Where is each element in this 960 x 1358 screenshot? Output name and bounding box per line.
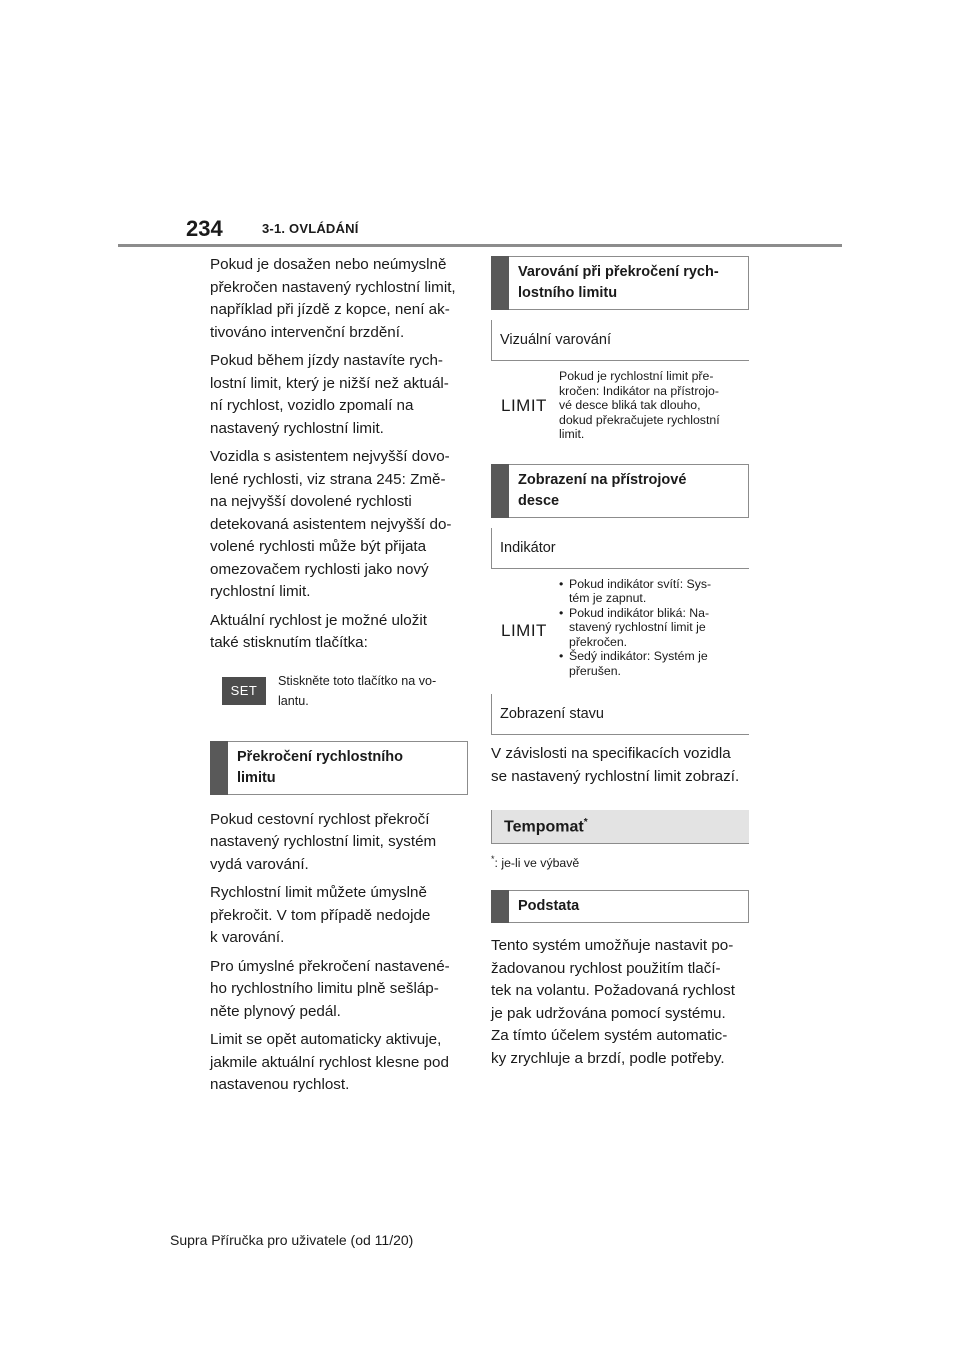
subheading-indicator: Indikátor (491, 528, 749, 569)
list-item: • Šedý indikátor: Systém je přerušen. (559, 649, 749, 678)
heading-cruise-control: Tempomat* (491, 810, 749, 844)
heading-text: Varování při překročení rych- lostního limitu (518, 264, 719, 301)
heading-bar (491, 464, 509, 518)
page-number: 234 (186, 216, 223, 241)
paragraph: Pro úmyslné překročení nastavené- ho rychlostního limitu plně sešláp- něte plynový pedál. (210, 957, 450, 1020)
indicator-states-row (491, 577, 749, 679)
subheading-status-display: Zobrazení stavu (491, 694, 749, 735)
paragraph: V závislosti na specifikacích vozidla se nastavený rychlostní limit zobrazí. (491, 745, 740, 785)
limit-indicator-icon: LIMIT (501, 620, 547, 640)
heading-text: Zobrazení na přístrojové desce (518, 471, 687, 509)
limit-warning-row (491, 369, 749, 442)
heading-bar (491, 256, 509, 310)
paragraph: Limit se opět automaticky aktivuje, jakmile aktuální rychlost klesne pod nastavenou rychlost. (210, 1031, 449, 1093)
indicator-states-list (559, 577, 749, 679)
limit-warning-text: Pokud je rychlostní limit pře- kročen: Indikátor na přístrojo- vé desce bliká tak dlouho, dokud překračujete rychlostní limit. (559, 369, 720, 441)
left-column (210, 254, 468, 1103)
subheading-visual-warning: Vizuální varování (491, 320, 749, 361)
header-rule (118, 244, 842, 247)
heading-box-principle (491, 890, 749, 923)
footnote-marker: * (583, 817, 588, 828)
right-column (491, 256, 749, 1076)
heading-box-instrument-display (491, 464, 749, 518)
heading-box-speed-warning (491, 256, 749, 310)
footnote: *: je-li ve výbavě (491, 854, 580, 871)
set-button-icon: SET (222, 677, 266, 705)
paragraph: Aktuální rychlost je možné uložit také stisknutím tlačítka: (210, 611, 427, 651)
paragraph: Rychlostní limit můžete úmyslně překročit. V tom případě nedojde k varování. (210, 884, 431, 946)
heading-bar (210, 741, 228, 795)
paragraph: Pokud je dosažen nebo neúmyslně překročen nastavený rychlostní limit, například při jízdě z kopce, není ak- tivováno intervenční brzdění. (210, 256, 456, 341)
paragraph: Pokud během jízdy nastavíte rych- lostní limit, který je nižší než aktuál- ní rychlost, vozidlo zpomalí na nastavený rychlostní limit. (210, 352, 449, 437)
section-title: 3-1. OVLÁDÁNÍ (262, 221, 359, 236)
heading-text: Podstata (518, 898, 580, 915)
paragraph: Tento systém umožňuje nastavit po- žadovanou rychlost použitím tlačí- tek na volantu. Požadovaná rychlost je pak udržována pomocí systému. Za tímto účelem systém automatic- ky zrychluje a brzdí, podle potřeby. (491, 937, 735, 1067)
list-item: • Pokud indikátor svítí: Sys- tém je zapnut. (559, 577, 749, 606)
heading-text: Překročení rychlostního limitu (237, 748, 403, 786)
list-item: • Pokud indikátor bliká: Na- stavený rychlostní limit je překročen. (559, 606, 749, 650)
paragraph: Vozidla s asistentem nejvyšší dovo- lené rychlosti, viz strana 245: Změ- na nejvyšší dovolené rychlosti detekovaná asistentem nejvyšší do- volené rychlosti může být přijata omezovačem rychlosti jako nový rychlostní limit. (210, 448, 452, 600)
set-button-description: Stiskněte toto tlačítko na vo- lantu. (278, 673, 437, 708)
set-button-row (222, 673, 468, 717)
heading-box-speed-limit-exceeded (210, 741, 468, 795)
limit-indicator-icon: LIMIT (501, 396, 547, 415)
paragraph: Pokud cestovní rychlost překročí nastavený rychlostní limit, systém vydá varování. (210, 810, 437, 873)
page-footer: Supra Příručka pro uživatele (od 11/20) (170, 1232, 414, 1248)
heading-bar (491, 890, 509, 923)
